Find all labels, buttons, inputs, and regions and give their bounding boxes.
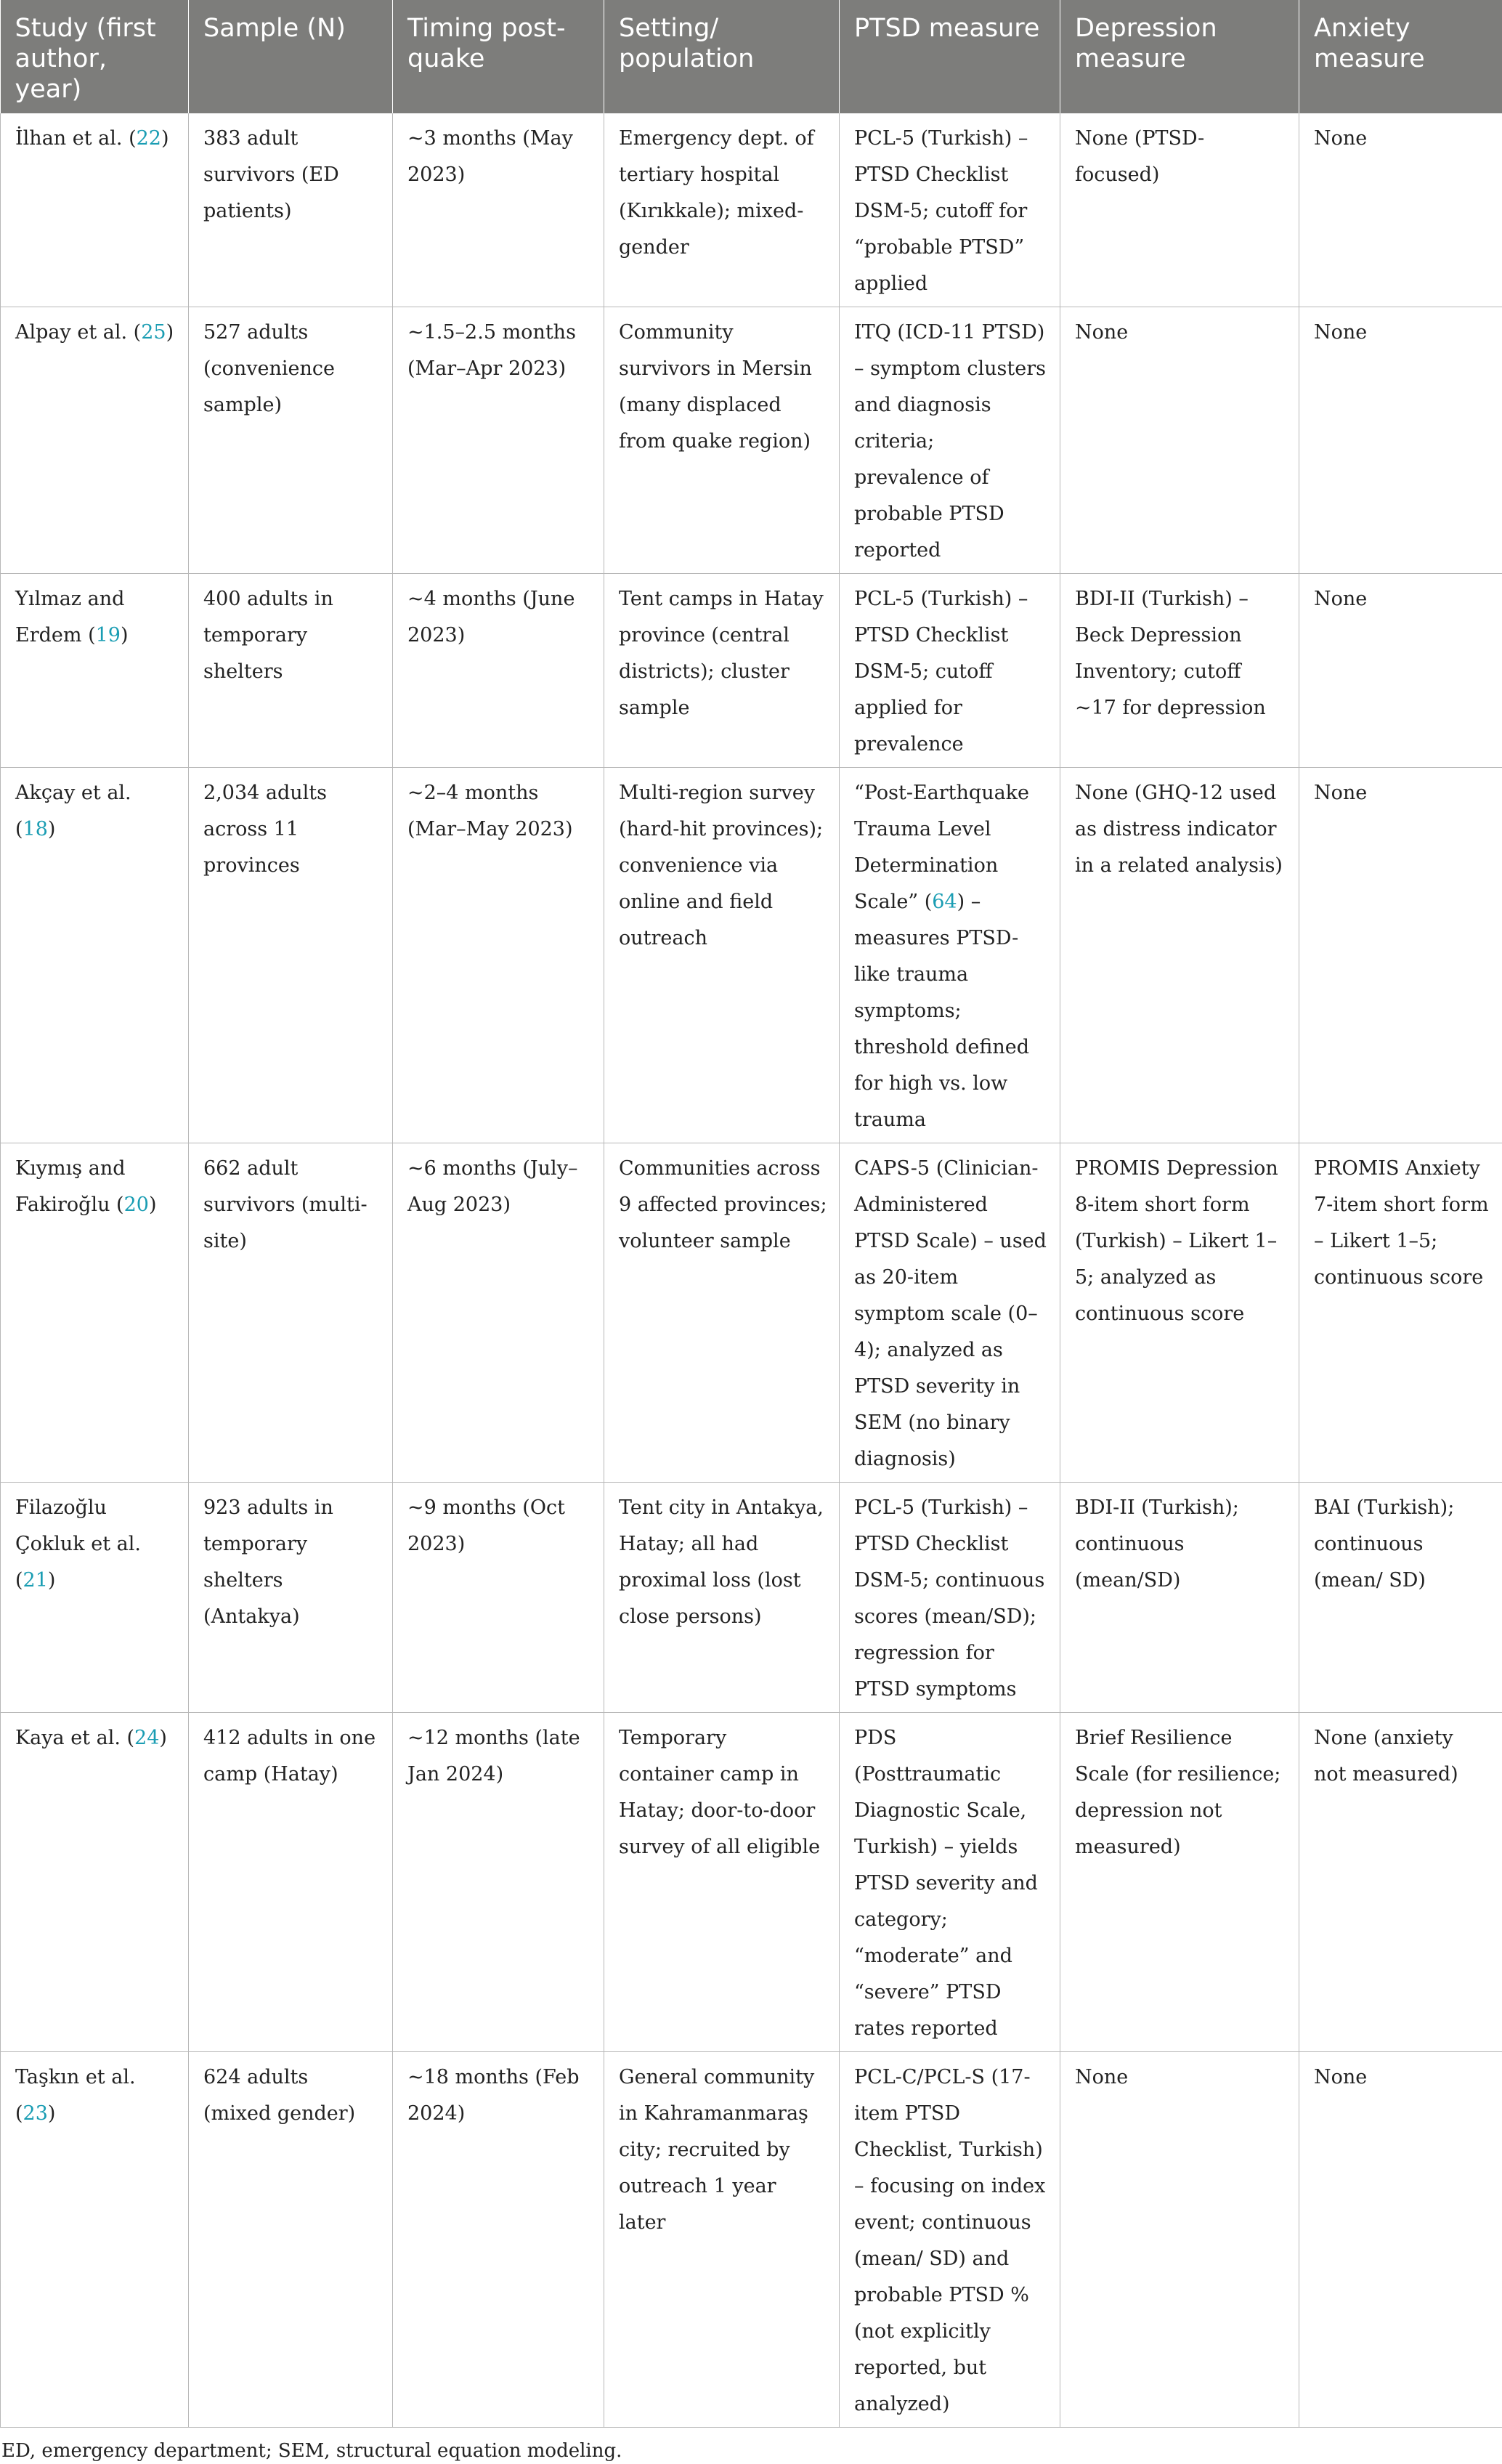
header-row	[1, 0, 1502, 113]
timing-cell: ~1.5–2.5 months (Mar–Apr 2023)	[393, 307, 604, 574]
cell-text: Taşkın et al. (	[15, 2066, 136, 2125]
reference-link[interactable]: 18	[23, 818, 48, 840]
timing-cell: ~3 months (May 2023)	[393, 113, 604, 307]
cell-text: Kıymış and Fakiroğlu (	[15, 1157, 126, 1216]
study-cell	[1, 2052, 189, 2428]
reference-link[interactable]: 25	[141, 321, 166, 344]
timing-cell: ~4 months (June 2023)	[393, 574, 604, 768]
anxiety-measure-cell: None	[1299, 768, 1502, 1143]
header-depression-measure: Depression measure	[1060, 0, 1299, 113]
reference-link[interactable]: 21	[23, 1569, 48, 1592]
study-cell	[1, 768, 189, 1143]
cell-text: “Post-Earthquake Trauma Level Determination Scale” (	[854, 782, 1029, 913]
depression-measure-cell: None	[1060, 307, 1299, 574]
anxiety-measure-cell: None	[1299, 574, 1502, 768]
table-footnote: ED, emergency department; SEM, structural equation modeling.	[0, 2428, 1502, 2464]
ptsd-measure-cell: ITQ (ICD-11 PTSD) – symptom clusters and diagnosis criteria; prevalence of probable PTSD reported	[840, 307, 1060, 574]
depression-measure-cell: PROMIS Depression 8-item short form (Turkish) – Likert 1–5; analyzed as continuous score	[1060, 1143, 1299, 1483]
header-anxiety-measure: Anxiety measure	[1299, 0, 1502, 113]
cell-text: )	[48, 1569, 56, 1592]
depression-measure-cell: Brief Resilience Scale (for resilience; depression not measured)	[1060, 1713, 1299, 2052]
table-row	[1, 574, 1502, 768]
ptsd-measure-cell: CAPS-5 (Clinician-Administered PTSD Scale) – used as 20-item symptom scale (0–4); analyzed as PTSD severity in SEM (no binary diagnosis)	[840, 1143, 1060, 1483]
header-ptsd-measure: PTSD measure	[840, 0, 1060, 113]
setting-cell: Tent city in Antakya, Hatay; all had proximal loss (lost close persons)	[604, 1483, 840, 1713]
ptsd-measure-cell: PCL-5 (Turkish) – PTSD Checklist DSM-5; cutoff for “probable PTSD” applied	[840, 113, 1060, 307]
cell-text: )	[48, 2102, 56, 2125]
cell-text: Yılmaz and Erdem (	[15, 588, 124, 647]
anxiety-measure-cell: None (anxiety not measured)	[1299, 1713, 1502, 2052]
cell-text: )	[149, 1194, 157, 1216]
setting-cell: Tent camps in Hatay province (central districts); cluster sample	[604, 574, 840, 768]
table-row	[1, 1483, 1502, 1713]
sample-cell: 624 adults (mixed gender)	[189, 2052, 393, 2428]
table-row	[1, 1143, 1502, 1483]
table-row	[1, 307, 1502, 574]
cell-text: )	[159, 1727, 167, 1749]
reference-link[interactable]: 22	[137, 127, 161, 150]
reference-link[interactable]: 64	[932, 891, 957, 913]
cell-text: )	[161, 127, 169, 150]
setting-cell: Community survivors in Mersin (many displaced from quake region)	[604, 307, 840, 574]
setting-cell: Emergency dept. of tertiary hospital (Kırıkkale); mixed-gender	[604, 113, 840, 307]
cell-text: Kaya et al. (	[15, 1727, 134, 1749]
study-cell	[1, 1483, 189, 1713]
anxiety-measure-cell: None	[1299, 307, 1502, 574]
table-header	[1, 0, 1502, 113]
anxiety-measure-cell: None	[1299, 2052, 1502, 2428]
sample-cell: 383 adult survivors (ED patients)	[189, 113, 393, 307]
table-row	[1, 113, 1502, 307]
depression-measure-cell: None (PTSD-focused)	[1060, 113, 1299, 307]
depression-measure-cell: BDI-II (Turkish) – Beck Depression Inventory; cutoff ~17 for depression	[1060, 574, 1299, 768]
header-timing: Timing post-quake	[393, 0, 604, 113]
table-row	[1, 1713, 1502, 2052]
timing-cell: ~12 months (late Jan 2024)	[393, 1713, 604, 2052]
anxiety-measure-cell: None	[1299, 113, 1502, 307]
study-cell	[1, 307, 189, 574]
sample-cell: 923 adults in temporary shelters (Antakya)	[189, 1483, 393, 1713]
ptsd-measure-cell	[840, 768, 1060, 1143]
sample-cell: 400 adults in temporary shelters	[189, 574, 393, 768]
cell-text: ) – measures PTSD-like trauma symptoms; threshold defined for high vs. low trauma	[854, 891, 1029, 1131]
setting-cell: Temporary container camp in Hatay; door-to-door survey of all eligible	[604, 1713, 840, 2052]
study-cell	[1, 1143, 189, 1483]
depression-measure-cell: None (GHQ-12 used as distress indicator in a related analysis)	[1060, 768, 1299, 1143]
sample-cell: 412 adults in one camp (Hatay)	[189, 1713, 393, 2052]
anxiety-measure-cell: BAI (Turkish); continuous (mean/ SD)	[1299, 1483, 1502, 1713]
ptsd-measure-cell: PCL-5 (Turkish) – PTSD Checklist DSM-5; cutoff applied for prevalence	[840, 574, 1060, 768]
sample-cell: 527 adults (convenience sample)	[189, 307, 393, 574]
header-study: Study (first author, year)	[1, 0, 189, 113]
header-sample: Sample (N)	[189, 0, 393, 113]
reference-link[interactable]: 23	[23, 2102, 48, 2125]
setting-cell: General community in Kahramanmaraş city; recruited by outreach 1 year later	[604, 2052, 840, 2428]
reference-link[interactable]: 19	[96, 624, 121, 647]
timing-cell: ~18 months (Feb 2024)	[393, 2052, 604, 2428]
study-cell	[1, 113, 189, 307]
sample-cell: 2,034 adults across 11 provinces	[189, 768, 393, 1143]
cell-text: Filazoğlu Çokluk et al. (	[15, 1496, 141, 1592]
timing-cell: ~9 months (Oct 2023)	[393, 1483, 604, 1713]
setting-cell: Communities across 9 affected provinces; volunteer sample	[604, 1143, 840, 1483]
table-row	[1, 768, 1502, 1143]
reference-link[interactable]: 24	[134, 1727, 159, 1749]
reference-link[interactable]: 20	[124, 1194, 149, 1216]
ptsd-measure-cell: PCL-5 (Turkish) – PTSD Checklist DSM-5; continuous scores (mean/SD); regression for PTSD symptoms	[840, 1483, 1060, 1713]
sample-cell: 662 adult survivors (multi-site)	[189, 1143, 393, 1483]
study-cell	[1, 574, 189, 768]
ptsd-measure-cell: PDS (Posttraumatic Diagnostic Scale, Turkish) – yields PTSD severity and category; “moderate” and “severe” PTSD rates reported	[840, 1713, 1060, 2052]
cell-text: )	[166, 321, 174, 344]
table-row	[1, 2052, 1502, 2428]
ptsd-measure-cell: PCL-C/PCL-S (17-item PTSD Checklist, Turkish) – focusing on index event; continuous (mean/ SD) and probable PTSD % (not explicitly reported, but analyzed)	[840, 2052, 1060, 2428]
anxiety-measure-cell: PROMIS Anxiety 7-item short form – Likert 1–5; continuous score	[1299, 1143, 1502, 1483]
timing-cell: ~6 months (July–Aug 2023)	[393, 1143, 604, 1483]
cell-text: Alpay et al. (	[15, 321, 141, 344]
cell-text: )	[48, 818, 56, 840]
header-setting: Setting/ population	[604, 0, 840, 113]
cell-text: Akçay et al. (	[15, 782, 131, 840]
timing-cell: ~2–4 months (Mar–May 2023)	[393, 768, 604, 1143]
depression-measure-cell: None	[1060, 2052, 1299, 2428]
cell-text: İlhan et al. (	[15, 127, 137, 150]
study-cell	[1, 1713, 189, 2052]
depression-measure-cell: BDI-II (Turkish); continuous (mean/SD)	[1060, 1483, 1299, 1713]
setting-cell: Multi-region survey (hard-hit provinces); convenience via online and field outreach	[604, 768, 840, 1143]
cell-text: )	[121, 624, 129, 647]
table-body	[1, 113, 1502, 2428]
